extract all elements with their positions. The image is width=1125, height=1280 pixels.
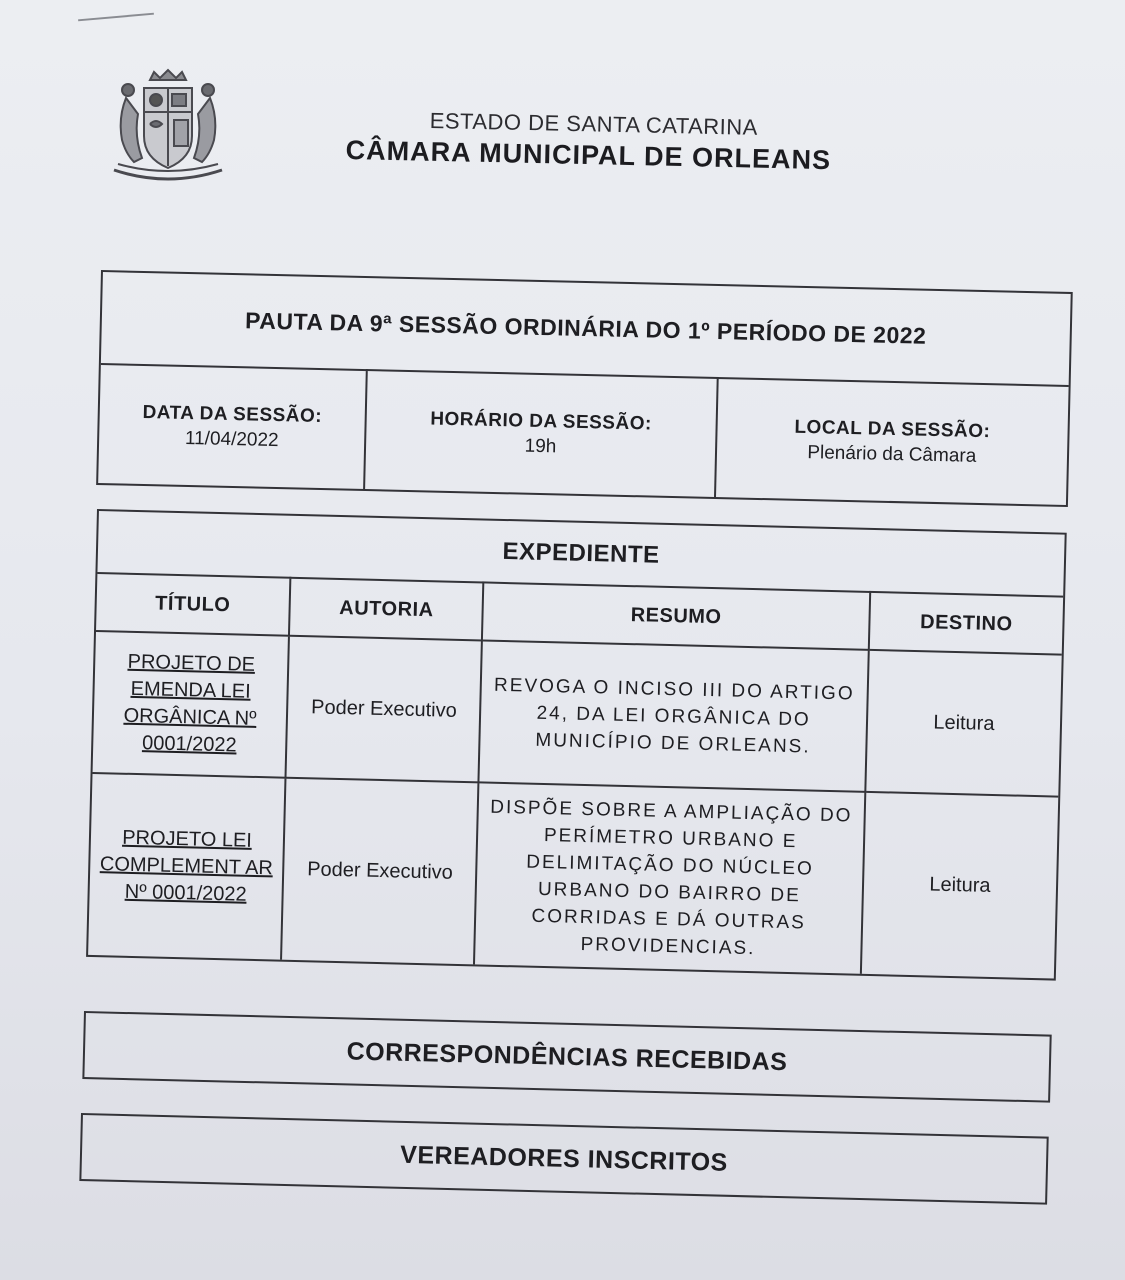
session-place-label: LOCAL DA SESSÃO: [794, 416, 991, 442]
pen-mark [78, 13, 154, 22]
state-name: ESTADO DE SANTA CATARINA [429, 108, 759, 140]
bill-summary: REVOGA O INCISO III DO ARTIGO 24, DA LEI ORGÂNICA DO MUNICÍPIO DE ORLEANS. [479, 640, 869, 791]
session-place-cell [715, 378, 1069, 505]
column-header-destination: DESTINO [869, 592, 1064, 655]
councilors-heading: VEREADORES INSCRITOS [79, 1113, 1048, 1205]
session-date-cell [98, 364, 367, 489]
session-time-label: HORÁRIO DA SESSÃO: [430, 408, 653, 435]
chamber-name: CÂMARA MUNICIPAL DE ORLEANS [345, 135, 832, 176]
expediente-heading: EXPEDIENTE [97, 511, 1064, 597]
bill-title-link[interactable]: PROJETO DE EMENDA LEI ORGÂNICA Nº 0001/2022 [93, 631, 290, 778]
bill-summary: DISPÕE SOBRE A AMPLIAÇÃO DO PERÍMETRO URBANO E DELIMITAÇÃO DO NÚCLEO URBANO DO BAIRRO DE CORRIDAS E DÁ OUTRAS PROVIDENCIAS. [474, 782, 865, 973]
bill-author: Poder Executivo [281, 778, 479, 965]
correspondence-heading: CORRESPONDÊNCIAS RECEBIDAS [82, 1011, 1051, 1103]
session-date-label: DATA DA SESSÃO: [142, 401, 323, 427]
bill-destination: Leitura [865, 650, 1062, 797]
session-place-value: Plenário da Câmara [807, 441, 977, 467]
column-header-summary: RESUMO [482, 582, 870, 649]
session-date-value: 11/04/2022 [184, 427, 279, 451]
column-header-author: AUTORIA [289, 578, 484, 641]
session-info-table [96, 270, 1073, 507]
bill-author: Poder Executivo [286, 636, 483, 783]
bill-title-link[interactable]: PROJETO LEI COMPLEMENT AR Nº 0001/2022 [88, 773, 286, 960]
table-row [93, 631, 1062, 797]
expediente-table [86, 509, 1067, 981]
bill-destination: Leitura [861, 792, 1059, 979]
column-header-title: TÍTULO [96, 573, 291, 636]
session-time-value: 19h [524, 435, 557, 457]
session-time-cell [364, 370, 717, 497]
session-title: PAUTA DA 9ª SESSÃO ORDINÁRIA DO 1º PERÍODO DE 2022 [101, 272, 1071, 386]
table-row [88, 773, 1058, 979]
coat-of-arms-icon [104, 66, 232, 186]
